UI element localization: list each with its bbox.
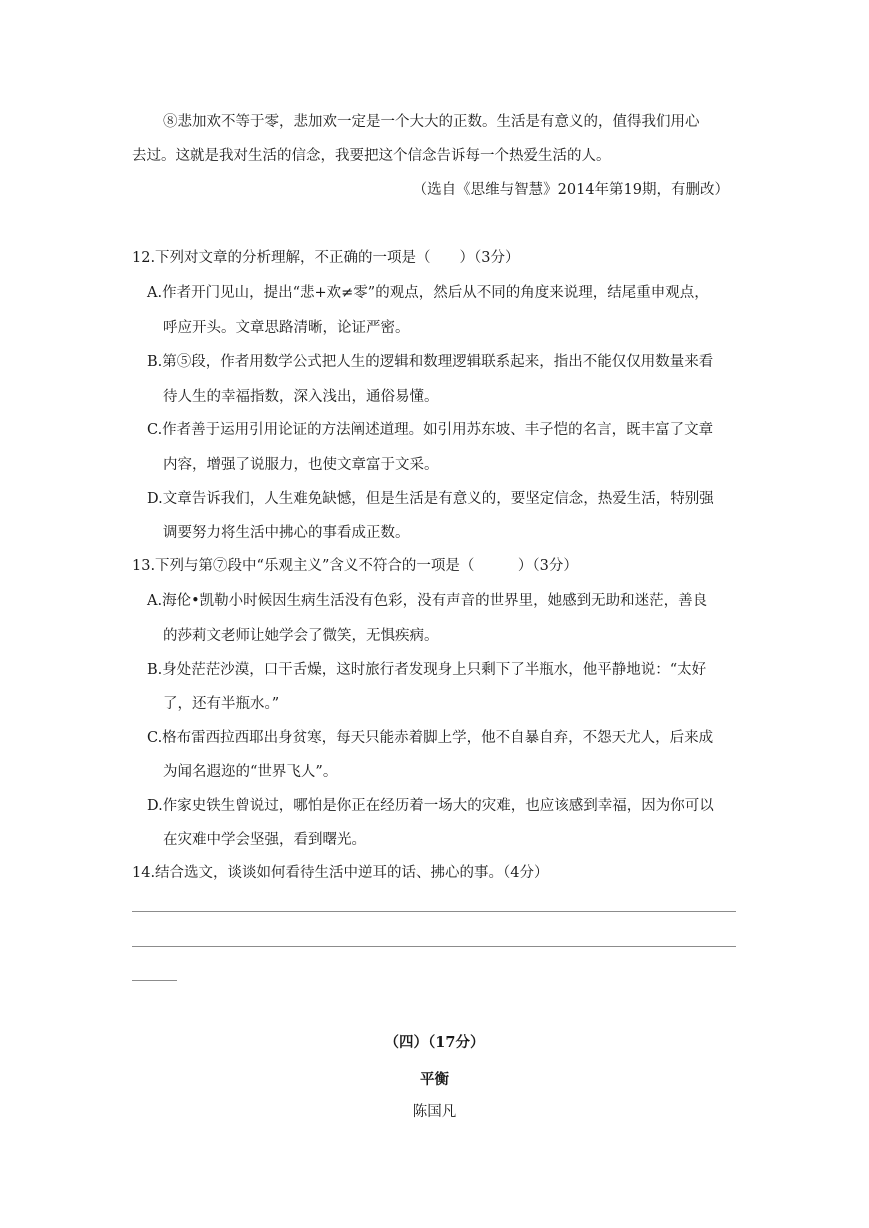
q12-option-c-line-1: C.作者善于运用引用论证的方法阐述道理。如引用苏东坡、丰子恺的名言，既丰富了文章	[147, 422, 714, 438]
answer-line-3	[132, 980, 177, 981]
paragraph-8-line-1: ⑧悲加欢不等于零，悲加欢一定是一个大大的正数。生活是有意义的，值得我们用心	[163, 114, 700, 130]
q12-option-d-line-1: D.文章告诉我们，人生难免缺憾，但是生活是有意义的，要坚定信念，热爱生活，特别强	[147, 491, 714, 507]
source-citation: （选自《思维与智慧》2014年第19期，有删改）	[412, 182, 729, 198]
q12-option-c-line-2: 内容，增强了说服力，也使文章富于文采。	[163, 457, 439, 473]
q13-option-b-line-1: B.身处茫茫沙漠，口干舌燥，这时旅行者发现身上只剩下了半瓶水，他平静地说：“太好	[147, 662, 707, 678]
q13-option-b-line-2: 了，还有半瓶水。”	[163, 696, 280, 712]
question-13-stem: 13.下列与第⑦段中“乐观主义”含义不符合的一项是（ ）（3分）	[132, 558, 578, 574]
answer-line-2	[132, 946, 736, 947]
q12-option-b-line-2: 待人生的幸福指数，深入浅出，通俗易懂。	[163, 389, 439, 405]
paragraph-8-line-2: 去过。这就是我对生活的信念，我要把这个信念告诉每一个热爱生活的人。	[132, 148, 611, 164]
q13-option-a-line-1: A.海伦•凯勒小时候因生病生活没有色彩，没有声音的世界里，她感到无助和迷茫，善良	[147, 593, 708, 609]
question-14-stem: 14.结合选文，谈谈如何看待生活中逆耳的话、拂心的事。（4分）	[132, 865, 549, 881]
article-author: 陈国凡	[412, 1104, 457, 1120]
q13-option-a-line-2: 的莎莉文老师让她学会了微笑，无惧疾病。	[163, 628, 439, 644]
section-header: （四）（17分）	[384, 1034, 485, 1051]
q12-option-a-line-2: 呼应开头。文章思路清晰，论证严密。	[163, 320, 410, 336]
answer-line-1	[132, 911, 736, 912]
q13-option-d-line-2: 在灾难中学会坚强，看到曙光。	[163, 832, 366, 848]
q12-option-b-line-1: B.第⑤段，作者用数学公式把人生的逻辑和数理逻辑联系起来，指出不能仅仅用数量来看	[147, 354, 714, 370]
q13-option-c-line-2: 为闻名遐迩的“世界飞人”。	[163, 764, 338, 780]
q13-option-d-line-1: D.作家史铁生曾说过，哪怕是你正在经历着一场大的灾难，也应该感到幸福，因为你可以	[147, 798, 714, 814]
q12-option-a-line-1: A.作者开门见山，提出“悲+欢≠零”的观点，然后从不同的角度来说理，结尾重申观点，	[147, 285, 709, 301]
q12-option-d-line-2: 调要努力将生活中拂心的事看成正数。	[163, 525, 410, 541]
q13-option-c-line-1: C.格布雷西拉西耶出身贫寒，每天只能赤着脚上学，他不自暴自弃，不怨天尤人，后来成	[147, 730, 714, 746]
article-title: 平衡	[420, 1071, 449, 1088]
question-12-stem: 12.下列对文章的分析理解，不正确的一项是（ ）（3分）	[132, 250, 520, 266]
